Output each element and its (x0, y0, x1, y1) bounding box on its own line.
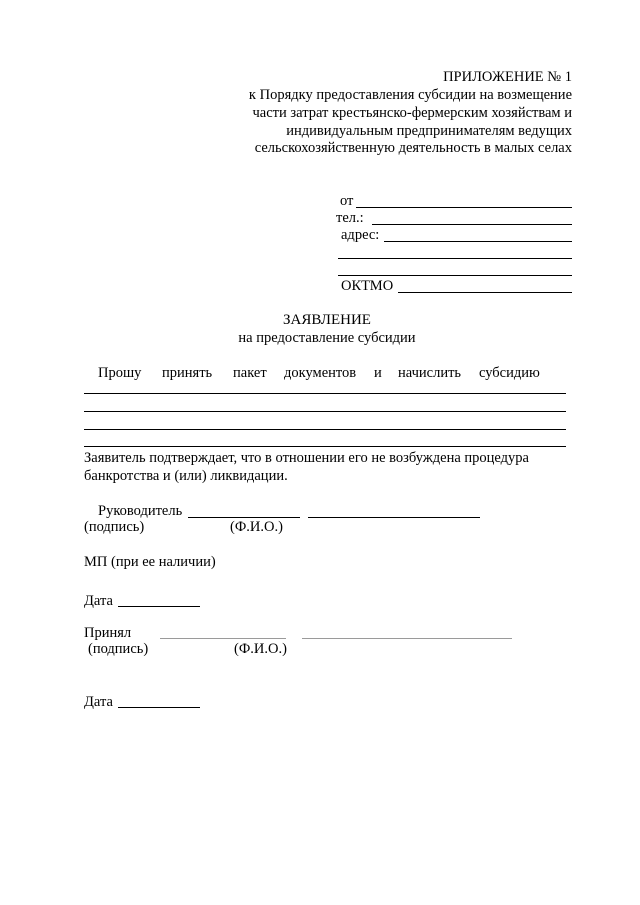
request-word-5: и (374, 365, 382, 381)
address-field-line-2[interactable] (338, 258, 572, 259)
date-field[interactable] (118, 606, 200, 607)
oktmo-label: ОКТМО (341, 278, 394, 294)
manager-signature-field[interactable] (188, 517, 300, 518)
accepted-date-field[interactable] (118, 707, 200, 708)
accepted-signature-field[interactable] (160, 638, 286, 639)
request-fill-line-4[interactable] (84, 446, 566, 447)
date-label: Дата (84, 593, 113, 609)
request-word-7: субсидию (479, 365, 540, 381)
address-field[interactable] (384, 241, 572, 242)
appendix-line-2: части затрат крестьянско-фермерским хозяйствам и (252, 105, 572, 121)
from-field[interactable] (356, 207, 572, 208)
request-fill-line-3[interactable] (84, 429, 566, 430)
accepted-label: Принял (84, 625, 132, 641)
accepted-name-field[interactable] (302, 638, 512, 639)
oktmo-field[interactable] (398, 292, 572, 293)
phone-field[interactable] (372, 224, 572, 225)
request-word-6: начислить (398, 365, 462, 381)
appendix-line-3: индивидуальным предпринимателям ведущих (286, 123, 572, 139)
stamp-note: МП (при ее наличии) (84, 554, 216, 570)
address-label: адрес: (341, 227, 380, 243)
appendix-title: ПРИЛОЖЕНИЕ № 1 (443, 69, 572, 85)
confirmation-line-2: банкротства и (или) ликвидации. (84, 468, 288, 484)
document-title: ЗАЯВЛЕНИЕ (283, 312, 371, 328)
request-word-2: принять (162, 365, 213, 381)
document-subtitle: на предоставление субсидии (238, 330, 416, 346)
from-label: от (340, 193, 354, 209)
manager-label: Руководитель (98, 503, 183, 519)
address-field-line-3[interactable] (338, 275, 572, 276)
request-fill-line-2[interactable] (84, 411, 566, 412)
name-caption: (Ф.И.О.) (230, 519, 283, 535)
accepted-signature-caption: (подпись) (88, 641, 149, 657)
accepted-name-caption: (Ф.И.О.) (234, 641, 287, 657)
manager-name-field[interactable] (308, 517, 480, 518)
request-word-4: документов (284, 365, 357, 381)
request-word-1: Прошу (98, 365, 142, 381)
request-fill-line-1[interactable] (84, 393, 566, 394)
confirmation-line-1: Заявитель подтверждает, что в отношении его не возбуждена процедура (84, 450, 529, 466)
accepted-date-label: Дата (84, 694, 113, 710)
phone-label: тел.: (336, 210, 364, 226)
appendix-line-1: к Порядку предоставления субсидии на возмещение (248, 87, 572, 103)
request-word-3: пакет (233, 365, 267, 381)
appendix-line-4: сельскохозяйственную деятельность в малых селах (254, 140, 572, 156)
signature-caption: (подпись) (84, 519, 145, 535)
